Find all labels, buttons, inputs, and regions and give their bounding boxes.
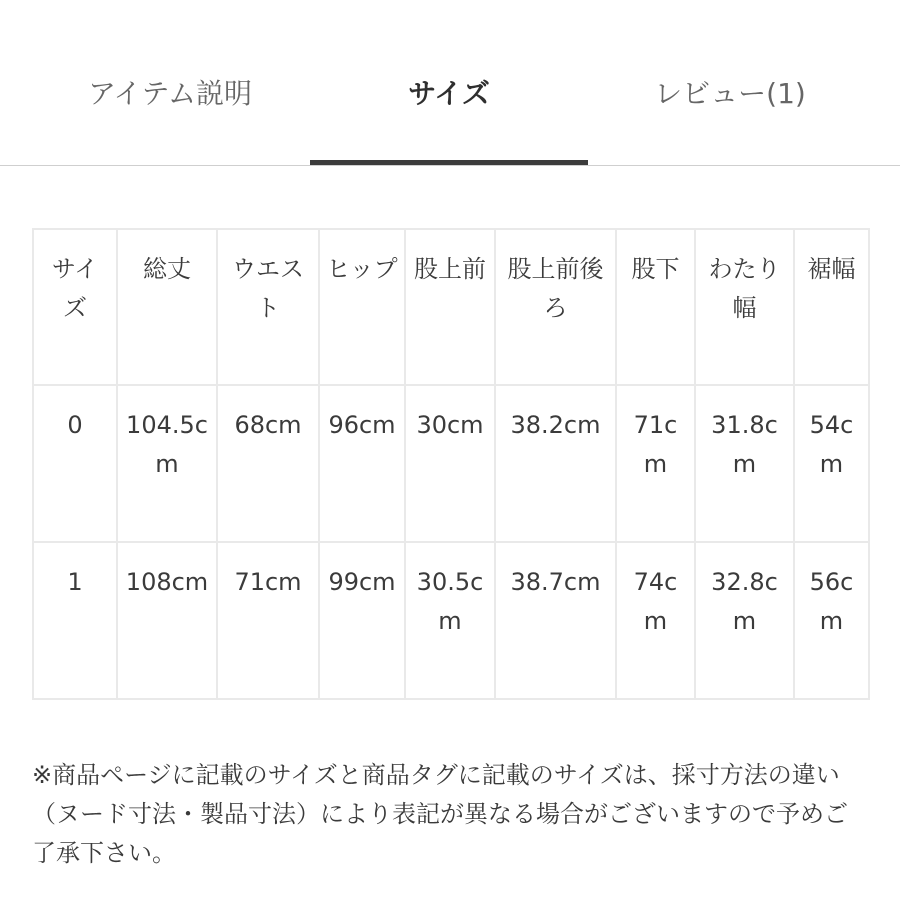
table-cell: 30cm [405, 385, 495, 542]
table-cell: 71cm [616, 385, 695, 542]
table-cell: 32.8cm [695, 542, 794, 699]
tab-reviews[interactable]: レビュー(1) [654, 77, 806, 110]
table-cell: 56cm [794, 542, 869, 699]
size-table [32, 228, 870, 700]
table-cell: 0 [33, 385, 117, 542]
table-cell: 99cm [319, 542, 405, 699]
header-front-rise: 股上前 [405, 229, 495, 385]
table-cell: 71cm [217, 542, 319, 699]
table-cell: 38.7cm [495, 542, 616, 699]
table-row [33, 542, 869, 699]
active-tab-indicator [310, 160, 588, 165]
table-cell: 74cm [616, 542, 695, 699]
table-cell: 30.5cm [405, 542, 495, 699]
tab-size[interactable]: サイズ [408, 77, 490, 110]
header-front-back-rise: 股上前後ろ [495, 229, 616, 385]
table-cell: 38.2cm [495, 385, 616, 542]
table-header-row [33, 229, 869, 385]
size-disclaimer-note: ※商品ページに記載のサイズと商品タグに記載のサイズは、採寸方法の違い（ヌード寸法・製品寸法）により表記が異なる場合がございますので予めご了承下さい。 [32, 761, 848, 867]
tab-bar [0, 0, 900, 166]
tab-item-description[interactable]: アイテム説明 [87, 77, 253, 110]
table-cell: 31.8cm [695, 385, 794, 542]
header-waist: ウエスト [217, 229, 319, 385]
header-hem-width: 裾幅 [794, 229, 869, 385]
header-inseam: 股下 [616, 229, 695, 385]
table-cell: 68cm [217, 385, 319, 542]
header-size: サイズ [33, 229, 117, 385]
header-total-length: 総丈 [117, 229, 217, 385]
table-row [33, 385, 869, 542]
header-hip: ヒップ [319, 229, 405, 385]
table-cell: 54cm [794, 385, 869, 542]
table-cell: 108cm [117, 542, 217, 699]
table-cell: 96cm [319, 385, 405, 542]
table-cell: 104.5cm [117, 385, 217, 542]
table-cell: 1 [33, 542, 117, 699]
header-thigh-width: わたり幅 [695, 229, 794, 385]
